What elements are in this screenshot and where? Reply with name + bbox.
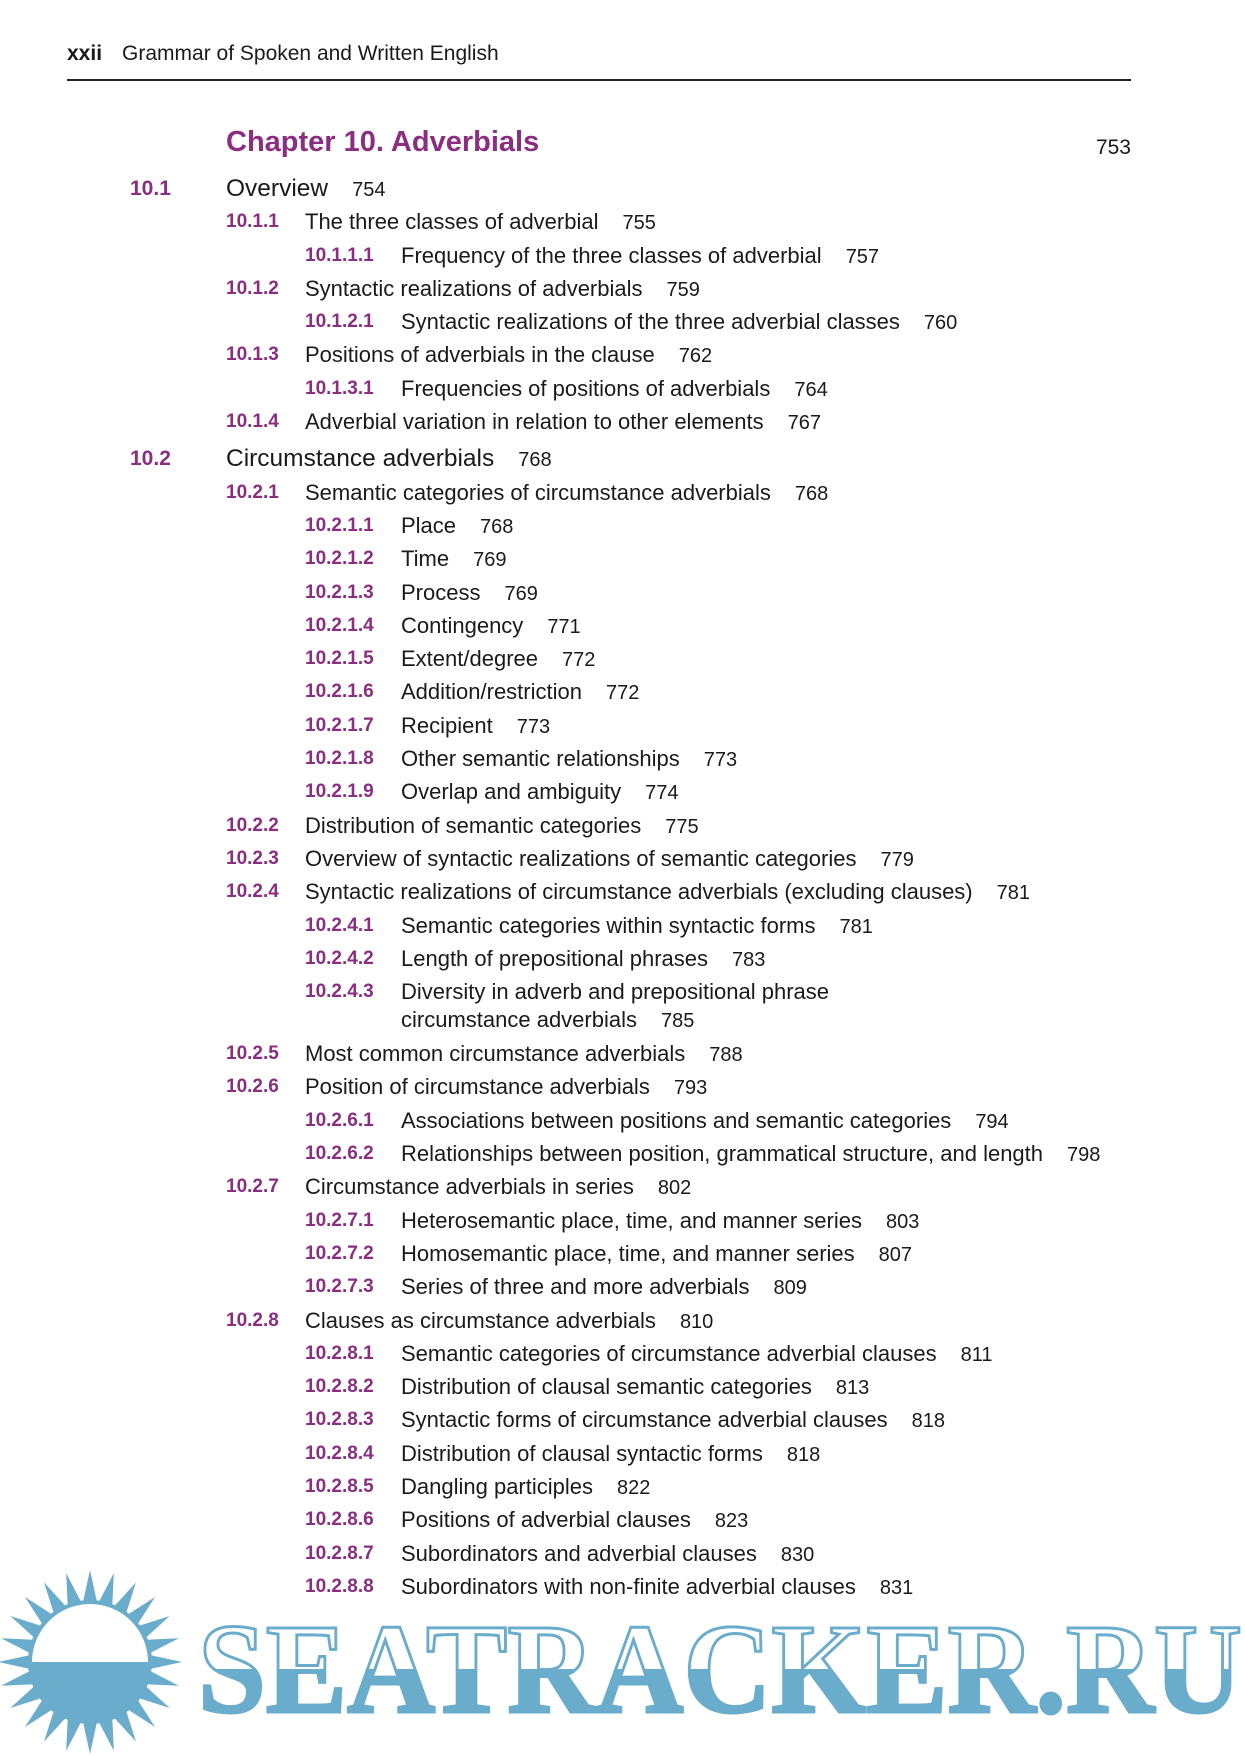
section-page: 807 [878,1243,913,1266]
section-page: 757 [845,245,880,268]
section-page: 813 [835,1377,870,1400]
section-title: Other semantic relationships [401,746,680,772]
toc-entry[interactable] [0,709,1245,742]
section-page: 822 [617,1476,651,1499]
section-title: Semantic categories of circumstance adverbials [305,479,771,505]
section-number: 10.2.7 [226,1176,279,1198]
section-page: 771 [547,615,581,638]
section-page: 768 [480,515,514,538]
table-of-contents [0,172,1245,1603]
section-number: 10.2.8.7 [305,1542,374,1564]
section-page: 810 [679,1310,714,1333]
section-title: Frequencies of positions of adverbials [401,375,771,401]
section-title: Extent/degree [401,646,538,672]
section-page: 794 [975,1110,1009,1133]
section-page: 767 [787,412,821,435]
section-number: 10.2.8.6 [305,1509,374,1531]
section-title: Homosemantic place, time, and manner series [401,1240,855,1266]
section-number: 10.2.1.9 [305,781,374,803]
section-page: 759 [666,278,700,301]
section-number: 10.2.4.3 [305,981,374,1003]
sun-icon [0,1570,182,1754]
section-number: 10.1.3.1 [305,377,374,399]
section-title: Positions of adverbial clauses [401,1507,691,1533]
toc-entry[interactable] [0,476,1245,509]
section-number: 10.2.8.8 [305,1575,374,1597]
watermark-text: SEATRACKER.RU [198,1598,1242,1740]
toc-entry[interactable] [0,942,1245,975]
section-title: Associations between positions and semantic categories [401,1107,952,1133]
section-page: 798 [1067,1144,1101,1167]
toc-entry[interactable] [0,642,1245,675]
section-title: Circumstance adverbials in series [305,1174,634,1200]
section-page: 818 [786,1443,821,1466]
section-number: 10.2.1.5 [305,648,374,670]
section-page: 788 [709,1044,743,1067]
toc-entry[interactable] [0,1470,1245,1503]
sun-ray [82,1720,97,1754]
section-title: Relationships between position, grammatical structure, and length [401,1141,1044,1167]
section-title: Recipient [401,712,493,738]
section-page: 754 [352,179,386,201]
section-number: 10.2.8 [226,1309,279,1331]
section-page: 775 [665,815,699,838]
section-number: 10.2.1.3 [305,581,374,603]
section-title: Overview of syntactic realizations of semantic categories [305,845,857,871]
section-number: 10.2.8.5 [305,1475,374,1497]
section-number: 10.2.5 [226,1043,279,1065]
section-page: 783 [732,948,766,971]
section-title: Syntactic realizations of circumstance adverbials (excluding clauses) [305,879,973,905]
section-page: 773 [516,715,551,738]
section-title: Overlap and ambiguity [401,779,622,805]
section-title: Overview [226,175,329,202]
section-title: Distribution of semantic categories [305,812,642,838]
toc-entry[interactable] [0,1403,1245,1436]
toc-entry[interactable] [0,1503,1245,1536]
toc-entry[interactable] [0,842,1245,875]
section-number: 10.2.1.7 [305,714,374,736]
toc-entry[interactable] [0,1037,1245,1070]
toc-entry[interactable] [0,1070,1245,1103]
section-number: 10.2.6 [226,1076,279,1098]
toc-entry[interactable] [0,609,1245,642]
section-title: Process [401,579,481,605]
section-page: 769 [473,549,507,572]
section-title: Subordinators and adverbial clauses [401,1540,757,1566]
toc-entry[interactable] [0,372,1245,405]
section-page: 768 [518,449,552,472]
section-title: Distribution of clausal syntactic forms [401,1440,763,1466]
section-page: 760 [923,312,958,335]
section-number: 10.2.1.8 [305,748,374,770]
toc-entry[interactable] [0,272,1245,305]
section-number: 10.2.8.2 [305,1376,374,1398]
section-number: 10.1.2 [226,277,279,299]
toc-entry[interactable] [0,1437,1245,1470]
section-page: 772 [561,649,596,672]
toc-entry[interactable] [0,305,1245,338]
section-number: 10.2.1.6 [305,681,374,703]
section-title: Circumstance adverbials [226,445,495,473]
toc-entry[interactable] [0,742,1245,775]
section-page: 764 [794,378,828,401]
section-title: Contingency [401,612,524,638]
section-number: 10.2.4 [226,881,279,903]
running-header [67,42,499,66]
section-number: 10.2.1 [226,481,279,503]
section-page: 823 [714,1510,749,1533]
section-page: 809 [773,1277,807,1300]
section-title: Syntactic forms of circumstance adverbial clauses [401,1407,888,1433]
section-number: 10.2.1.4 [305,614,374,636]
section-page: 785 [660,1010,695,1033]
section-title: Clauses as circumstance adverbials [305,1307,656,1333]
section-number: 10.2.8.3 [305,1409,374,1431]
section-title: Time [401,546,450,572]
section-number: 10.2.8.4 [305,1442,374,1464]
section-number: 10.1 [130,177,171,200]
section-number: 10.2.7.1 [305,1209,374,1231]
section-page: 768 [794,482,829,505]
sun-ray [82,1570,97,1604]
watermark-logo [0,1570,1245,1756]
section-page: 830 [780,1543,815,1566]
toc-entry[interactable] [0,1237,1245,1270]
toc-entry[interactable] [0,1170,1245,1203]
section-number: 10.2.4.1 [305,914,374,936]
section-title: The three classes of adverbial [305,209,599,235]
section-page: 803 [886,1210,920,1233]
section-page: 773 [703,749,738,772]
toc-entry[interactable] [0,509,1245,542]
section-title: Adverbial variation in relation to other elements [305,409,764,435]
header-rule [67,79,1131,81]
toc-entry[interactable] [0,675,1245,708]
section-number: 10.1.1.1 [305,244,374,266]
section-number: 10.1.2.1 [305,311,374,333]
section-number: 10.2.3 [226,847,279,869]
sun-ray [148,1654,182,1669]
section-page: 779 [880,848,914,871]
toc-entry[interactable] [0,576,1245,609]
toc-entry[interactable] [0,172,1245,205]
section-page: 772 [605,682,640,705]
toc-entry[interactable] [0,1137,1245,1170]
section-title: Subordinators with non-finite adverbial clauses [401,1573,856,1599]
section-number: 10.2.6.2 [305,1143,374,1165]
toc-entry[interactable] [0,1370,1245,1403]
section-title: Most common circumstance adverbials [305,1041,686,1067]
section-number: 10.2.7.2 [305,1242,374,1264]
sun-ray [0,1654,32,1669]
section-number: 10.2.4.2 [305,947,374,969]
toc-entry[interactable] [0,1104,1245,1137]
section-page: 831 [879,1576,914,1599]
section-number: 10.1.3 [226,344,279,366]
section-title: Frequency of the three classes of adverbial [401,242,822,268]
section-number: 10.2.6.1 [305,1109,374,1131]
section-page: 781 [996,882,1031,905]
section-title: Place [401,512,457,538]
toc-entry[interactable] [0,542,1245,575]
toc-entry[interactable] [0,975,1245,1037]
section-title: Distribution of clausal semantic categories [401,1374,812,1400]
toc-entry[interactable] [0,205,1245,238]
section-page: 755 [622,212,656,235]
section-title: Heterosemantic place, time, and manner series [401,1207,862,1233]
toc-entry[interactable] [0,1337,1245,1370]
toc-entry[interactable] [0,875,1245,908]
section-page: 774 [645,782,679,805]
section-title: Series of three and more adverbials [401,1274,750,1300]
section-page: 781 [839,915,873,938]
toc-entry[interactable] [0,1304,1245,1337]
toc-entry[interactable] [0,338,1245,371]
section-title: Diversity in adverb and prepositional phrase circumstance adverbials [401,979,830,1033]
toc-entry[interactable] [0,442,1245,475]
toc-entry[interactable] [0,809,1245,842]
section-title: Length of prepositional phrases [401,945,708,971]
section-page: 802 [657,1177,692,1200]
book-title: Grammar of Spoken and Written English [122,42,499,65]
section-title: Position of circumstance adverbials [305,1074,650,1100]
section-title: Positions of adverbials in the clause [305,342,655,368]
section-number: 10.2 [130,447,171,471]
section-title: Semantic categories of circumstance adverbial clauses [401,1340,937,1366]
toc-entry[interactable] [0,1204,1245,1237]
page-number: xxii [67,42,103,65]
section-number: 10.1.4 [226,411,279,433]
section-page: 811 [960,1343,993,1366]
section-number: 10.2.1.2 [305,548,374,570]
toc-entry[interactable] [0,1270,1245,1303]
toc-entry[interactable] [0,405,1245,438]
section-title: Semantic categories within syntactic forms [401,912,816,938]
toc-entry[interactable] [0,775,1245,808]
section-number: 10.2.2 [226,814,279,836]
toc-entry[interactable] [0,239,1245,272]
chapter-title[interactable]: Chapter 10. Adverbials [226,126,540,158]
section-page: 793 [673,1077,708,1100]
section-page: 818 [911,1410,946,1433]
section-number: 10.2.7.3 [305,1276,374,1298]
toc-entry[interactable] [0,909,1245,942]
section-number: 10.1.1 [226,211,279,233]
section-title: Syntactic realizations of the three adverbial classes [401,309,900,335]
section-title: Dangling participles [401,1473,593,1499]
section-page: 762 [678,345,713,368]
section-number: 10.2.1.1 [305,514,374,536]
section-page: 769 [504,582,538,605]
section-title: Syntactic realizations of adverbials [305,275,643,301]
section-number: 10.2.8.1 [305,1342,374,1364]
chapter-page: 753 [1095,136,1131,159]
toc-entry[interactable] [0,1537,1245,1570]
section-title: Addition/restriction [401,679,582,705]
